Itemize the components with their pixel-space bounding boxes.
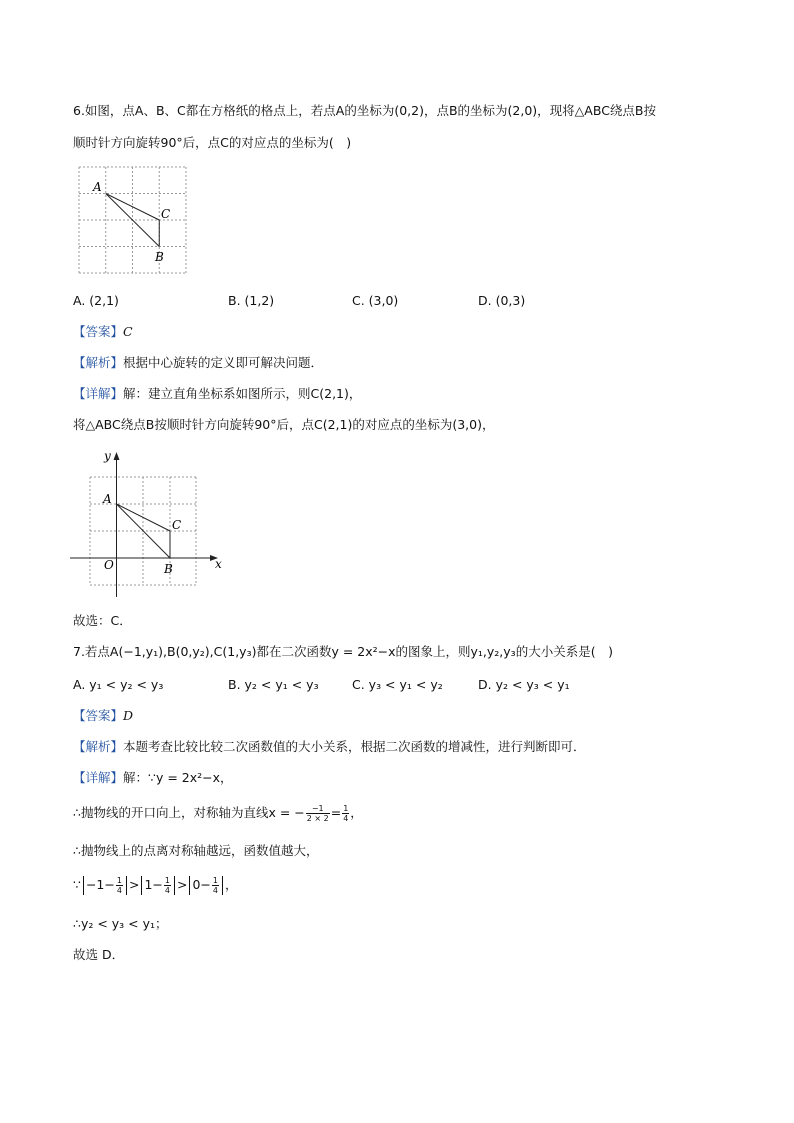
q6-grid-figure xyxy=(72,160,192,278)
q7-stem: 7.若点A(−1,y₁),B(0,y₂),C(1,y₃)都在二次函数y = 2x²−x的图象上，则y₁,y₂,y₃的大小关系是( ) xyxy=(73,644,613,659)
label-y: y xyxy=(104,449,111,463)
q6-option-c[interactable]: C. (3,0) xyxy=(352,293,399,308)
q7-option-c[interactable]: C. y₃ < y₁ < y₂ xyxy=(352,677,443,692)
absolute-value: 0− $\frac{1}{4}$ xyxy=(189,876,223,895)
absolute-value: −1− $\frac{1}{4}$ xyxy=(83,876,127,895)
q6-option-b[interactable]: B. (1,2) xyxy=(228,293,275,308)
q6-coordinate-figure xyxy=(66,447,230,599)
q6-analysis: 【解析】根据中心旋转的定义即可解决问题． xyxy=(73,355,324,370)
label-x: x xyxy=(215,557,222,571)
detail-tag: 【详解】 xyxy=(73,386,124,401)
q7-step3: ∴抛物线上的点离对称轴越远，函数值越大， xyxy=(73,843,319,858)
q7-detail1: 【详解】解：∵y = 2x²−x， xyxy=(73,770,233,785)
label-c: C xyxy=(161,207,171,221)
label-a: A xyxy=(93,180,102,194)
q6-detail1: 【详解】解：建立直角坐标系如图所示，则C(2,1)， xyxy=(73,386,362,401)
q7-step2: ∴抛物线的开口向上，对称轴为直线x = − $\frac{-1}{2 \times 2}$ = $\frac{1}{4}$ ， xyxy=(73,804,363,823)
q7-analysis: 【解析】本题考查比较比较二次函数值的大小关系，根据二次函数的增减性，进行判断即可． xyxy=(73,739,586,754)
analysis-tag: 【解析】 xyxy=(73,355,124,370)
answer-tag: 【答案】 xyxy=(73,324,124,339)
label-c2: C xyxy=(172,518,182,532)
q7-option-a[interactable]: A. y₁ < y₂ < y₃ xyxy=(73,677,164,692)
q7-option-b[interactable]: B. y₂ < y₁ < y₃ xyxy=(228,677,319,692)
q7-answer: 【答案】D xyxy=(73,708,134,723)
q6-stem-line2: 顺时针方向旋转90°后，点C的对应点的坐标为( ) xyxy=(73,135,352,150)
q6-detail2: 将△ABC绕点B按顺时针方向旋转90°后，点C(2,1)的对应点的坐标为(3,0)， xyxy=(73,417,495,432)
absolute-value: 1− $\frac{1}{4}$ xyxy=(141,876,175,895)
label-o: O xyxy=(104,558,114,572)
q7-choose: 故选 D． xyxy=(73,947,125,962)
fraction: $\frac{1}{4}$ xyxy=(343,804,349,823)
label-b2: B xyxy=(164,562,173,576)
q6-option-a[interactable]: A. (2,1) xyxy=(73,293,119,308)
label-a2: A xyxy=(103,492,112,506)
q6-answer: 【答案】C xyxy=(73,324,133,339)
q6-choose: 故选：C． xyxy=(73,613,132,628)
q6-stem-line1: 6.如图，点A、B、C都在方格纸的格点上，若点A的坐标为(0,2)，点B的坐标为(2,0)，现将△ABC绕点B按 xyxy=(73,103,656,118)
label-b: B xyxy=(155,250,164,264)
q7-option-d[interactable]: D. y₂ < y₃ < y₁ xyxy=(478,677,570,692)
fraction: $\frac{-1}{2 \times 2}$ xyxy=(306,804,329,823)
q7-step4: ∵ −1− $\frac{1}{4}$ > 1− $\frac{1}{4}$ > 0− $\frac{1}{4}$ ， xyxy=(73,876,238,895)
q7-step5: ∴y₂ < y₃ < y₁； xyxy=(73,916,168,931)
q6-option-d[interactable]: D. (0,3) xyxy=(478,293,526,308)
